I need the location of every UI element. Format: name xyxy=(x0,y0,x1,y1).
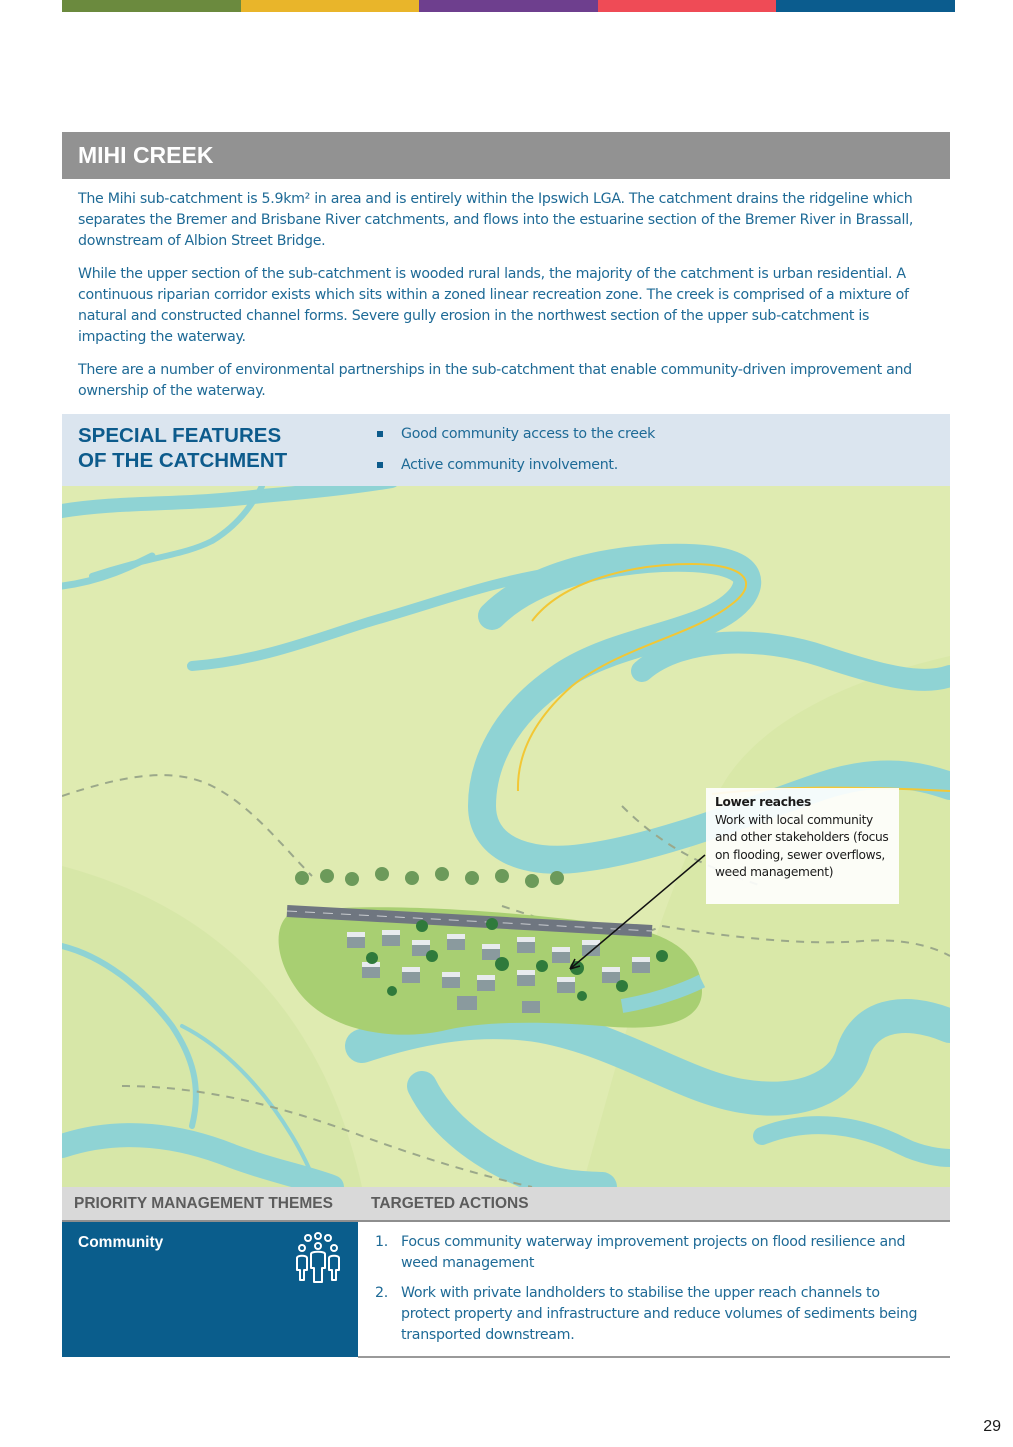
community-people-icon xyxy=(294,1232,342,1290)
color-bar-blue xyxy=(776,0,955,12)
color-bar-red xyxy=(598,0,777,12)
brand-color-bar xyxy=(62,0,955,12)
feature-item xyxy=(376,454,655,485)
special-features-panel xyxy=(62,414,950,486)
special-features-title-line-2: OF THE CATCHMENT xyxy=(78,449,288,472)
page-number: 29 xyxy=(983,1418,1001,1435)
theme-name: Community xyxy=(78,1234,164,1251)
color-bar-yellow xyxy=(241,0,420,12)
special-features-list xyxy=(376,423,655,485)
action-item xyxy=(372,1232,932,1274)
color-bar-purple xyxy=(419,0,598,12)
feature-item xyxy=(376,423,655,454)
callout-text: Work with local community and other stakeholders (focus on flooding, sewer overflows, weed management) xyxy=(715,812,889,879)
bullet-icon xyxy=(377,462,383,468)
catchment-map xyxy=(62,486,950,1187)
action-number: 2. xyxy=(375,1285,388,1301)
intro-paragraph-3: There are a number of environmental partnerships in the sub-catchment that enable community-driven improvement and ownership of the waterway. xyxy=(78,362,912,399)
table-bottom-rule xyxy=(358,1356,950,1358)
action-item xyxy=(372,1283,932,1346)
special-features-title-line-1: SPECIAL FEATURES xyxy=(78,424,282,447)
targeted-actions-header: TARGETED ACTIONS xyxy=(371,1195,529,1212)
intro-paragraph-1: The Mihi sub-catchment is 5.9km² in area and is entirely within the Ipswich LGA. The catchment drains the ridgeline which separates the Bremer and Brisbane River catchments, and flows into the estuarine section of the Bremer River in Brassall, downstream of Albion Street Bridge. xyxy=(78,191,914,249)
action-number: 1. xyxy=(375,1234,388,1250)
targeted-actions-list xyxy=(372,1232,932,1355)
action-text: Focus community waterway improvement projects on flood resilience and weed management xyxy=(401,1234,906,1271)
feature-item-text: Active community involvement. xyxy=(401,457,618,473)
intro-text xyxy=(78,189,938,414)
color-bar-green xyxy=(62,0,241,12)
special-features-title xyxy=(78,423,338,473)
action-text: Work with private landholders to stabilise the upper reach channels to protect property and infrastructure and reduce volumes of sediments being transported downstream. xyxy=(401,1285,918,1343)
priority-themes-header: PRIORITY MANAGEMENT THEMES xyxy=(74,1195,333,1212)
feature-item-text: Good community access to the creek xyxy=(401,426,656,442)
theme-cell-community xyxy=(62,1222,358,1357)
lower-reaches-callout xyxy=(706,788,899,904)
bullet-icon xyxy=(377,431,383,437)
callout-title: Lower reaches xyxy=(715,795,811,809)
intro-paragraph-2: While the upper section of the sub-catchment is wooded rural lands, the majority of the catchment is urban residential. A continuous riparian corridor exists which sits within a zoned linear recreation zone. The creek is comprised of a mixture of natural and constructed channel forms. Severe gully erosion in the northwest section of the upper sub-catchment is impacting the waterway. xyxy=(78,266,909,345)
table-header xyxy=(62,1187,950,1222)
section-title: MIHI CREEK xyxy=(62,132,950,179)
